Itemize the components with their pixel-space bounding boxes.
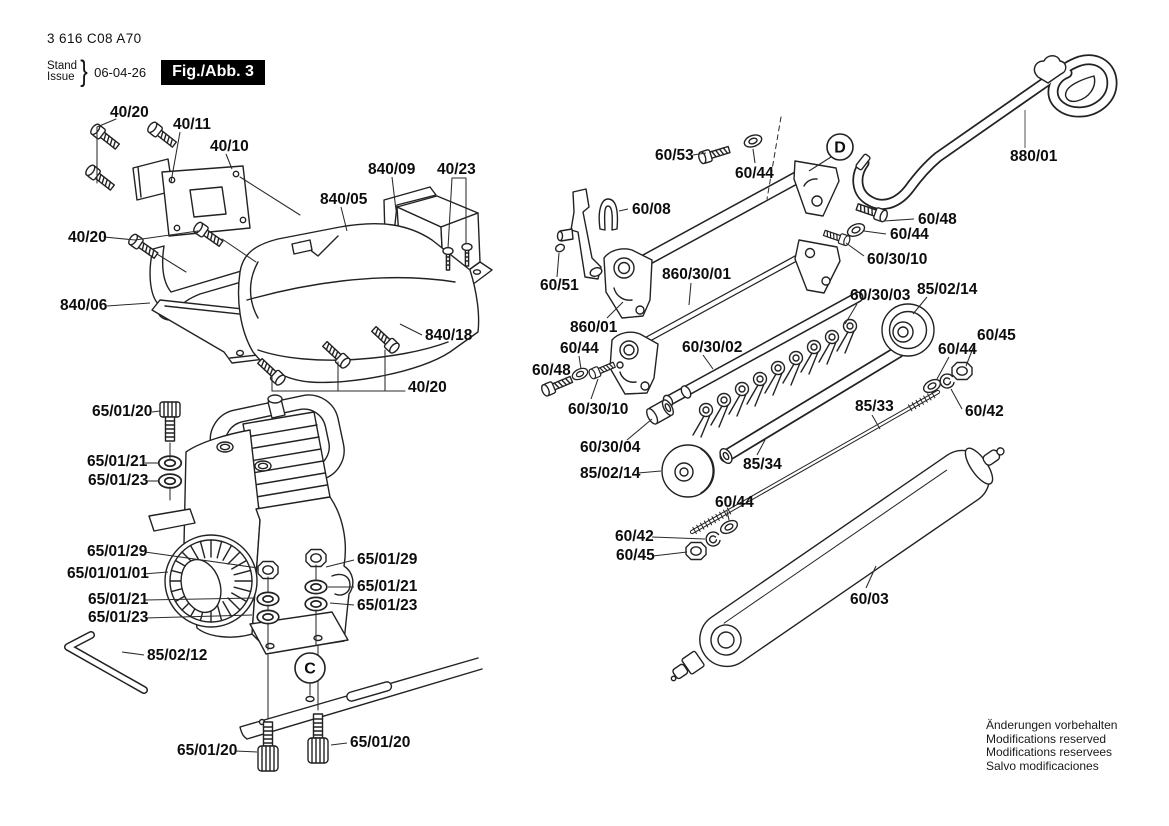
callout-840-18: 840/18 bbox=[425, 327, 473, 344]
figure-label: Fig./Abb. 3 bbox=[161, 60, 265, 85]
leader-line bbox=[591, 379, 598, 399]
callout-85-02-12: 85/02/12 bbox=[147, 647, 208, 664]
leader-line bbox=[638, 471, 661, 473]
leader-line bbox=[846, 243, 864, 256]
part-bearing-85-02-14-right bbox=[882, 304, 934, 356]
callout-60-44: 60/44 bbox=[560, 340, 599, 357]
part-cross-tube bbox=[633, 171, 809, 267]
leader-line bbox=[703, 355, 713, 369]
leader-line bbox=[619, 209, 628, 211]
legal-line-es: Salvo modificaciones bbox=[986, 758, 1099, 773]
legal-line-fr: Modifications reservees bbox=[986, 745, 1113, 759]
legal-line-en: Modifications reserved bbox=[986, 731, 1107, 746]
callout-60-53: 60/53 bbox=[655, 147, 694, 164]
part-frame-rail bbox=[240, 658, 482, 739]
callout-40-20: 40/20 bbox=[110, 104, 149, 121]
leader-line bbox=[689, 283, 691, 305]
callout-60-44: 60/44 bbox=[890, 226, 929, 243]
document-part-number: 3 616 C08 A70 bbox=[47, 31, 142, 46]
section-marker-letter-D: D bbox=[834, 139, 846, 157]
part-handlebar-880-01 bbox=[855, 56, 1112, 205]
leader-line bbox=[627, 419, 652, 440]
callout-65-01-29: 65/01/29 bbox=[357, 551, 418, 568]
callout-65-01-23: 65/01/23 bbox=[357, 597, 418, 614]
leader-line bbox=[579, 356, 581, 369]
legal-notice bbox=[986, 719, 1117, 773]
leader-line bbox=[652, 537, 705, 539]
callout-60-45: 60/45 bbox=[977, 327, 1016, 344]
section-marker-letter-C: C bbox=[304, 660, 316, 678]
callout-60-30-03: 60/30/03 bbox=[850, 287, 911, 304]
issue-date: 06-04-26 bbox=[94, 64, 147, 80]
callout-40-10: 40/10 bbox=[210, 138, 249, 155]
callout-860-01: 860/01 bbox=[570, 319, 618, 336]
part-bracket-left-lower bbox=[610, 332, 658, 394]
callout-60-44: 60/44 bbox=[715, 494, 754, 511]
leader-line bbox=[653, 552, 687, 556]
part-bracket-right-upper bbox=[794, 161, 839, 216]
callout-65-01-20: 65/01/20 bbox=[92, 403, 153, 420]
stand-label: Stand bbox=[47, 59, 78, 72]
leader-line bbox=[884, 219, 914, 221]
callout-85-34: 85/34 bbox=[743, 456, 782, 473]
legal-line-de: Änderungen vorbehalten bbox=[986, 718, 1118, 732]
brace-glyph: } bbox=[80, 55, 88, 88]
callout-40-11: 40/11 bbox=[173, 116, 211, 133]
callout-40-23: 40/23 bbox=[437, 161, 476, 178]
callout-65-01-21: 65/01/21 bbox=[357, 578, 418, 595]
stud-tip bbox=[306, 697, 314, 702]
leader-line bbox=[557, 253, 559, 277]
callout-65-01-01-01: 65/01/01/01 bbox=[67, 565, 149, 582]
leader-line bbox=[753, 149, 755, 163]
leader-line bbox=[951, 389, 962, 409]
leader-line bbox=[122, 652, 144, 655]
part-hex-key-85-02-12 bbox=[68, 635, 144, 690]
leader-line bbox=[235, 751, 257, 752]
callout-65-01-23: 65/01/23 bbox=[88, 609, 149, 626]
callout-65-01-29: 65/01/29 bbox=[87, 543, 148, 560]
callout-840-09: 840/09 bbox=[368, 161, 416, 178]
leader-line bbox=[331, 743, 347, 745]
callout-60-08: 60/08 bbox=[632, 201, 671, 218]
part-clip-60-08 bbox=[599, 199, 617, 230]
part-bracket-right-lower bbox=[795, 240, 840, 293]
callout-880-01: 880/01 bbox=[1010, 148, 1058, 165]
part-roller-85-02-14-left bbox=[662, 445, 714, 497]
screws-65-01-20-bottom bbox=[258, 714, 328, 771]
callout-60-48: 60/48 bbox=[918, 211, 957, 228]
callout-65-01-20: 65/01/20 bbox=[350, 734, 411, 751]
callout-60-51: 60/51 bbox=[540, 277, 579, 294]
callout-60-42: 60/42 bbox=[965, 403, 1004, 420]
leader-line bbox=[107, 303, 150, 306]
callout-60-03: 60/03 bbox=[850, 591, 889, 608]
callout-60-44: 60/44 bbox=[938, 341, 977, 358]
callout-65-01-20: 65/01/20 bbox=[177, 742, 238, 759]
callout-85-02-14: 85/02/14 bbox=[917, 281, 978, 298]
issue-label: Issue bbox=[47, 71, 75, 83]
part-pin-60-51 bbox=[554, 243, 565, 253]
callout-85-33: 85/33 bbox=[855, 398, 894, 415]
callout-40-20: 40/20 bbox=[68, 229, 107, 246]
callout-840-06: 840/06 bbox=[60, 297, 108, 314]
callout-60-30-10: 60/30/10 bbox=[568, 401, 629, 418]
callout-85-02-14: 85/02/14 bbox=[580, 465, 641, 482]
callout-40-20: 40/20 bbox=[408, 379, 447, 396]
callout-60-30-10: 60/30/10 bbox=[867, 251, 928, 268]
callout-60-30-04: 60/30/04 bbox=[580, 439, 641, 456]
callout-65-01-21: 65/01/21 bbox=[87, 453, 148, 470]
callout-65-01-23: 65/01/23 bbox=[88, 472, 149, 489]
callout-60-48: 60/48 bbox=[532, 362, 571, 379]
callout-60-45: 60/45 bbox=[616, 547, 655, 564]
callout-860-30-01: 860/30/01 bbox=[662, 266, 731, 283]
leader-line bbox=[864, 231, 886, 234]
callout-60-44: 60/44 bbox=[735, 165, 774, 182]
callout-65-01-21: 65/01/21 bbox=[88, 591, 149, 608]
part-cover-840-05 bbox=[239, 224, 479, 383]
callout-840-05: 840/05 bbox=[320, 191, 368, 208]
callout-60-42: 60/42 bbox=[615, 528, 654, 545]
callout-60-30-02: 60/30/02 bbox=[682, 339, 743, 356]
leader-line bbox=[152, 411, 160, 412]
part-engine-65-01-01-01 bbox=[149, 389, 353, 654]
